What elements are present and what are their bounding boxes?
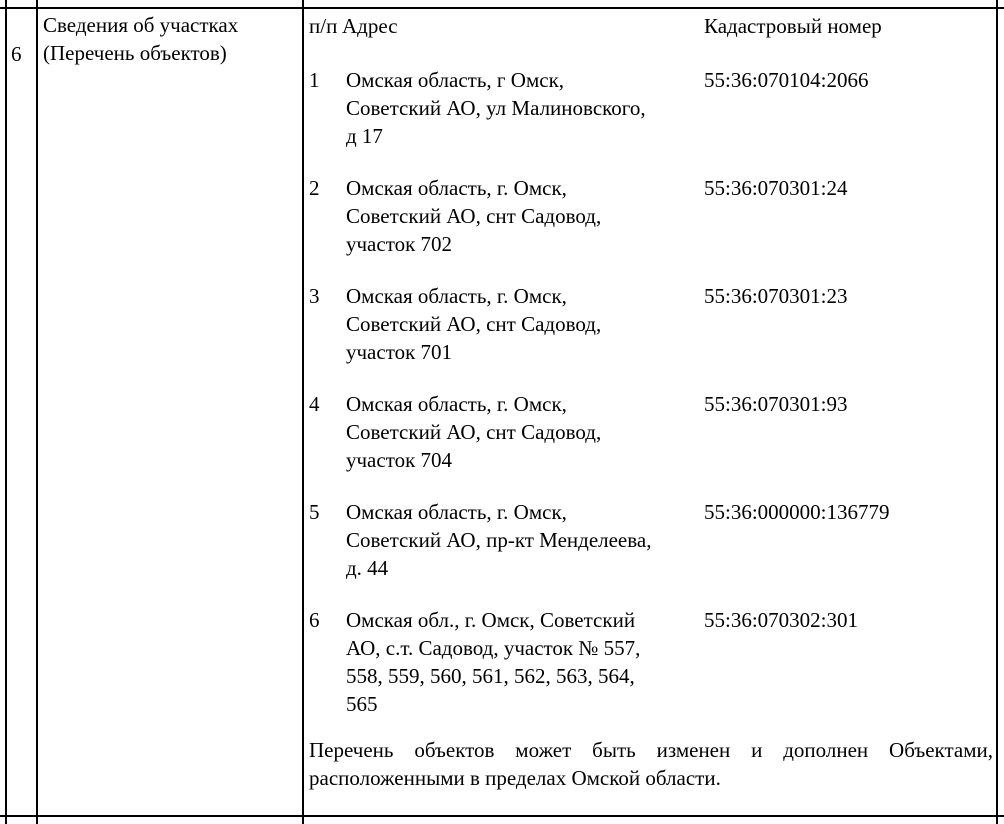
cadastral-number: 55:36:070302:301 (704, 608, 859, 632)
address-line: участок 701 (346, 340, 453, 364)
address-line: Советский АО, снт Садовод, (346, 312, 602, 336)
address-line: Омская обл., г. Омск, Советский (346, 608, 636, 632)
cadastral-number: 55:36:070301:93 (704, 392, 848, 416)
note-paragraph (309, 736, 993, 792)
object-address (346, 66, 701, 150)
address-line: Советский АО, ул Малиновского, (346, 96, 646, 120)
section-title-line: Сведения об участках (43, 13, 239, 37)
object-number: 1 (309, 68, 320, 92)
cadastral-number: 55:36:070301:23 (704, 284, 848, 308)
table-right-border (996, 0, 998, 824)
address-line: Советский АО, пр-кт Менделеева, (346, 528, 652, 552)
address-line: Омская область, г Омск, (346, 68, 565, 92)
address-line: Омская область, г. Омск, (346, 284, 567, 308)
section-title-line: (Перечень объектов) (43, 41, 227, 65)
object-address (346, 282, 701, 366)
header-num-label: п/п (309, 14, 338, 38)
cadastral-number: 55:36:070301:24 (704, 176, 848, 200)
object-number: 5 (309, 500, 320, 524)
address-line: Советский АО, снт Садовод, (346, 420, 602, 444)
address-line: Омская область, г. Омск, (346, 500, 567, 524)
column-divider-1 (36, 0, 38, 824)
cadastral-number: 55:36:070104:2066 (704, 68, 869, 92)
header-address-label: Адрес (342, 14, 398, 38)
object-address (346, 498, 701, 582)
address-line: д 17 (346, 124, 383, 148)
row-number: 6 (11, 42, 22, 66)
object-number: 6 (309, 608, 320, 632)
address-line: Омская область, г. Омск, (346, 176, 567, 200)
object-address (346, 390, 701, 474)
table-bottom-border (0, 815, 1004, 817)
object-number: 4 (309, 392, 320, 416)
object-address (346, 174, 701, 258)
column-divider-2 (302, 0, 304, 824)
address-line: 565 (346, 692, 378, 716)
section-title (43, 11, 293, 67)
table-top-border (0, 7, 1004, 9)
object-number: 3 (309, 284, 320, 308)
address-line: д. 44 (346, 556, 389, 580)
address-line: Советский АО, снт Садовод, (346, 204, 602, 228)
object-address (346, 606, 701, 718)
address-line: АО, с.т. Садовод, участок № 557, (346, 636, 641, 660)
table-left-border (5, 0, 7, 824)
address-line: 558, 559, 560, 561, 562, 563, 564, (346, 664, 635, 688)
address-line: Омская область, г. Омск, (346, 392, 567, 416)
header-cadastral-label: Кадастровый номер (704, 14, 882, 38)
address-line: участок 702 (346, 232, 453, 256)
object-number: 2 (309, 176, 320, 200)
note-line: расположенными в пределах Омской области. (309, 766, 721, 790)
address-line: участок 704 (346, 448, 453, 472)
note-line: Перечень объектов может быть изменен и дополнен Объектами, (309, 738, 993, 762)
cadastral-number: 55:36:000000:136779 (704, 500, 890, 524)
